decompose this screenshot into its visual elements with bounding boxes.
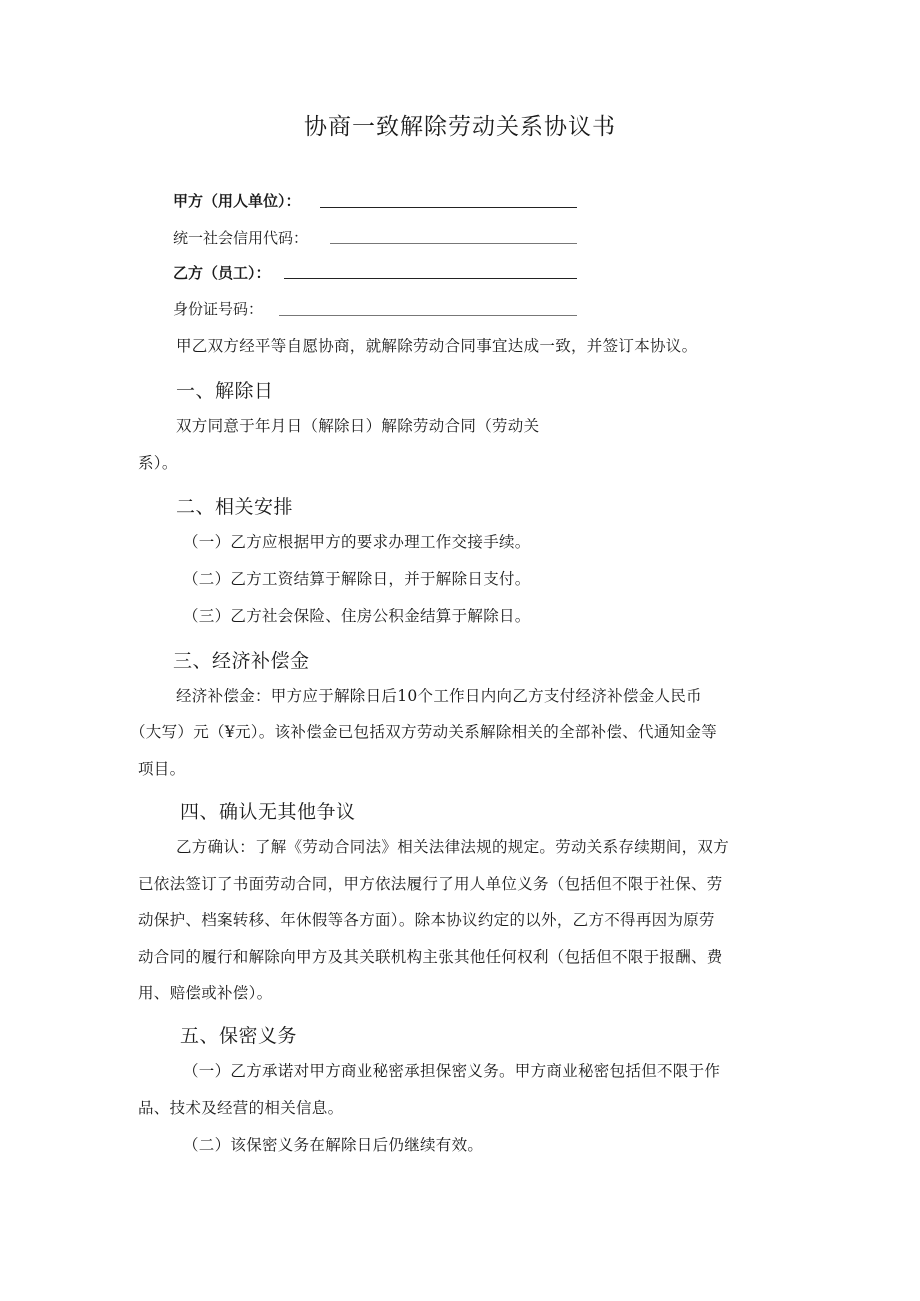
id-number-label: 身份证号码： xyxy=(173,300,264,318)
paragraph-line: 系）。 xyxy=(138,454,178,472)
paragraph-line: 品、技术及经营的相关信息。 xyxy=(138,1099,344,1117)
paragraph-line: 项目。 xyxy=(138,760,186,778)
credit-code-blank-line[interactable] xyxy=(330,243,577,244)
intro-paragraph: 甲乙双方经平等自愿协商，就解除劳动合同事宜达成一致，并签订本协议。 xyxy=(176,337,698,355)
party-b-label: 乙方（员工）： xyxy=(173,264,271,282)
document-title: 协商一致解除劳动关系协议书 xyxy=(304,114,616,140)
section-heading: 二、相关安排 xyxy=(176,496,294,518)
section-heading: 五、保密义务 xyxy=(180,1025,298,1047)
paragraph-line: 经济补偿金：甲方应于解除日后10个工作日内向乙方支付经济补偿金人民币 xyxy=(176,687,702,705)
paragraph-line: 用、赔偿或补偿）。 xyxy=(138,984,273,1002)
section-heading: 四、确认无其他争议 xyxy=(180,801,356,823)
paragraph-line: （大写）元（¥元）。该补偿金已包括双方劳动关系解除相关的全部补偿、代通知金等 xyxy=(130,723,718,741)
section-heading: 三、经济补偿金 xyxy=(173,650,310,672)
party-a-label: 甲方（用人单位）： xyxy=(173,192,301,210)
list-item: （二）乙方工资结算于解除日，并于解除日支付。 xyxy=(183,570,531,588)
party-b-blank-line[interactable] xyxy=(284,278,577,279)
paragraph-line: 动保护、档案转移、年休假等各方面）。除本协议约定的以外，乙方不得再因为原劳 xyxy=(138,911,715,929)
paragraph-line: 双方同意于年月日（解除日）解除劳动合同（劳动关 xyxy=(176,417,540,435)
credit-code-label: 统一社会信用代码： xyxy=(173,229,309,247)
list-item: （二）该保密义务在解除日后仍继续有效。 xyxy=(183,1136,484,1154)
list-item: （一）乙方承诺对甲方商业秘密承担保密义务。甲方商业秘密包括但不限于作 xyxy=(183,1062,721,1080)
paragraph-line: 已依法签订了书面劳动合同，甲方依法履行了用人单位义务（包括但不限于社保、劳 xyxy=(138,875,723,893)
paragraph-line: 乙方确认：了解《劳动合同法》相关法律法规的规定。劳动关系存续期间，双方 xyxy=(176,838,730,856)
list-item: （三）乙方社会保险、住房公积金结算于解除日。 xyxy=(183,607,531,625)
id-number-blank-line[interactable] xyxy=(279,315,577,316)
list-item: （一）乙方应根据甲方的要求办理工作交接手续。 xyxy=(183,533,531,551)
party-a-blank-line[interactable] xyxy=(320,207,577,208)
paragraph-line: 动合同的履行和解除向甲方及其关联机构主张其他任何权利（包括但不限于报酬、费 xyxy=(138,948,723,966)
section-heading: 一、解除日 xyxy=(176,380,274,402)
